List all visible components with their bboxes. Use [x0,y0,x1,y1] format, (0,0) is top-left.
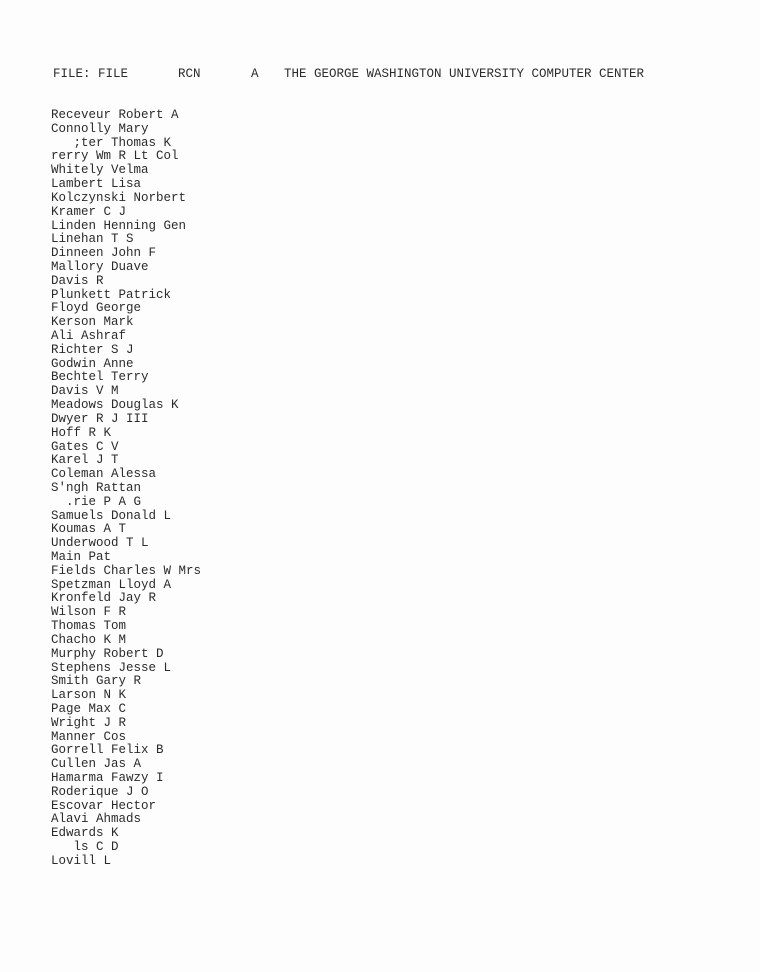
list-item: Lambert Lisa [51,177,142,192]
list-item: Karel J T [51,453,119,468]
list-item: Koumas A T [51,522,127,537]
organization-name: THE GEORGE WASHINGTON UNIVERSITY COMPUTER CENTER [284,67,645,81]
list-item: Whitely Velma [51,163,149,178]
list-item: Plunkett Patrick [51,287,172,302]
list-item: Floyd George [51,301,142,316]
list-item: Manner Cos [51,729,127,744]
list-item: .rie P A G [51,494,142,509]
list-item: Linden Henning Gen [51,218,187,233]
list-item: Hamarma Fawzy I [51,771,164,785]
list-item: Roderique J O [51,784,149,799]
list-item: Gorrell Felix B [51,743,164,758]
list-item: Kronfeld Jay R [51,591,157,606]
list-item: Murphy Robert D [51,646,164,661]
list-item: Linehan T S [51,232,134,247]
list-item: Thomas Tom [51,619,127,634]
list-item: Gates C V [51,439,119,454]
list-item: Meadows Douglas K [51,398,179,413]
list-item: Stephens Jesse L [51,660,172,675]
list-item: Davis V M [51,384,119,399]
list-item: Samuels Donald L [51,508,172,523]
list-item: Coleman Alessa [51,467,157,482]
list-item: Fields Charles W Mrs [51,563,202,578]
list-item: Underwood T L [51,536,149,551]
list-item: Dinneen John F [51,246,157,261]
list-item: Bechtel Terry [51,370,149,385]
section-letter: A [251,67,259,81]
list-item: Davis R [51,273,104,288]
list-item: Escovar Hector [51,798,157,813]
list-item: Dwyer R J III [51,411,149,426]
list-item: Connolly Mary [51,121,149,136]
list-item: Lovill L [51,853,112,868]
page-header [53,66,645,82]
list-item: Wilson F R [51,605,127,620]
list-item: ;ter Thomas K [51,135,172,150]
list-item: Chacho K M [51,632,127,647]
list-item: Edwards K [51,826,119,841]
list-item: ls C D [51,840,119,855]
list-item: Kramer C J [51,204,127,219]
list-item: rerry Wm R Lt Col [51,149,179,164]
list-item: Kolczynski Norbert [51,190,187,205]
list-item: Mallory Duave [51,259,149,274]
list-item: Cullen Jas A [51,757,142,772]
file-label: FILE: FILE [53,67,129,81]
list-item: Main Pat [51,550,112,564]
file-code: RCN [178,67,201,81]
list-item: Receveur Robert A [51,108,179,122]
list-item: Alavi Ahmads [51,812,142,827]
name-list [51,109,201,869]
list-item: S'ngh Rattan [51,480,142,495]
list-item: Kerson Mark [51,315,134,330]
list-item: Richter S J [51,342,134,357]
list-item: Larson N K [51,688,127,703]
list-item: Godwin Anne [51,356,134,371]
list-item: Ali Ashraf [51,329,127,343]
list-item: Wright J R [51,715,127,730]
list-item: Page Max C [51,701,127,716]
list-item: Hoff R K [51,425,112,440]
list-item: Spetzman Lloyd A [51,577,172,592]
list-item: Smith Gary R [51,674,142,689]
